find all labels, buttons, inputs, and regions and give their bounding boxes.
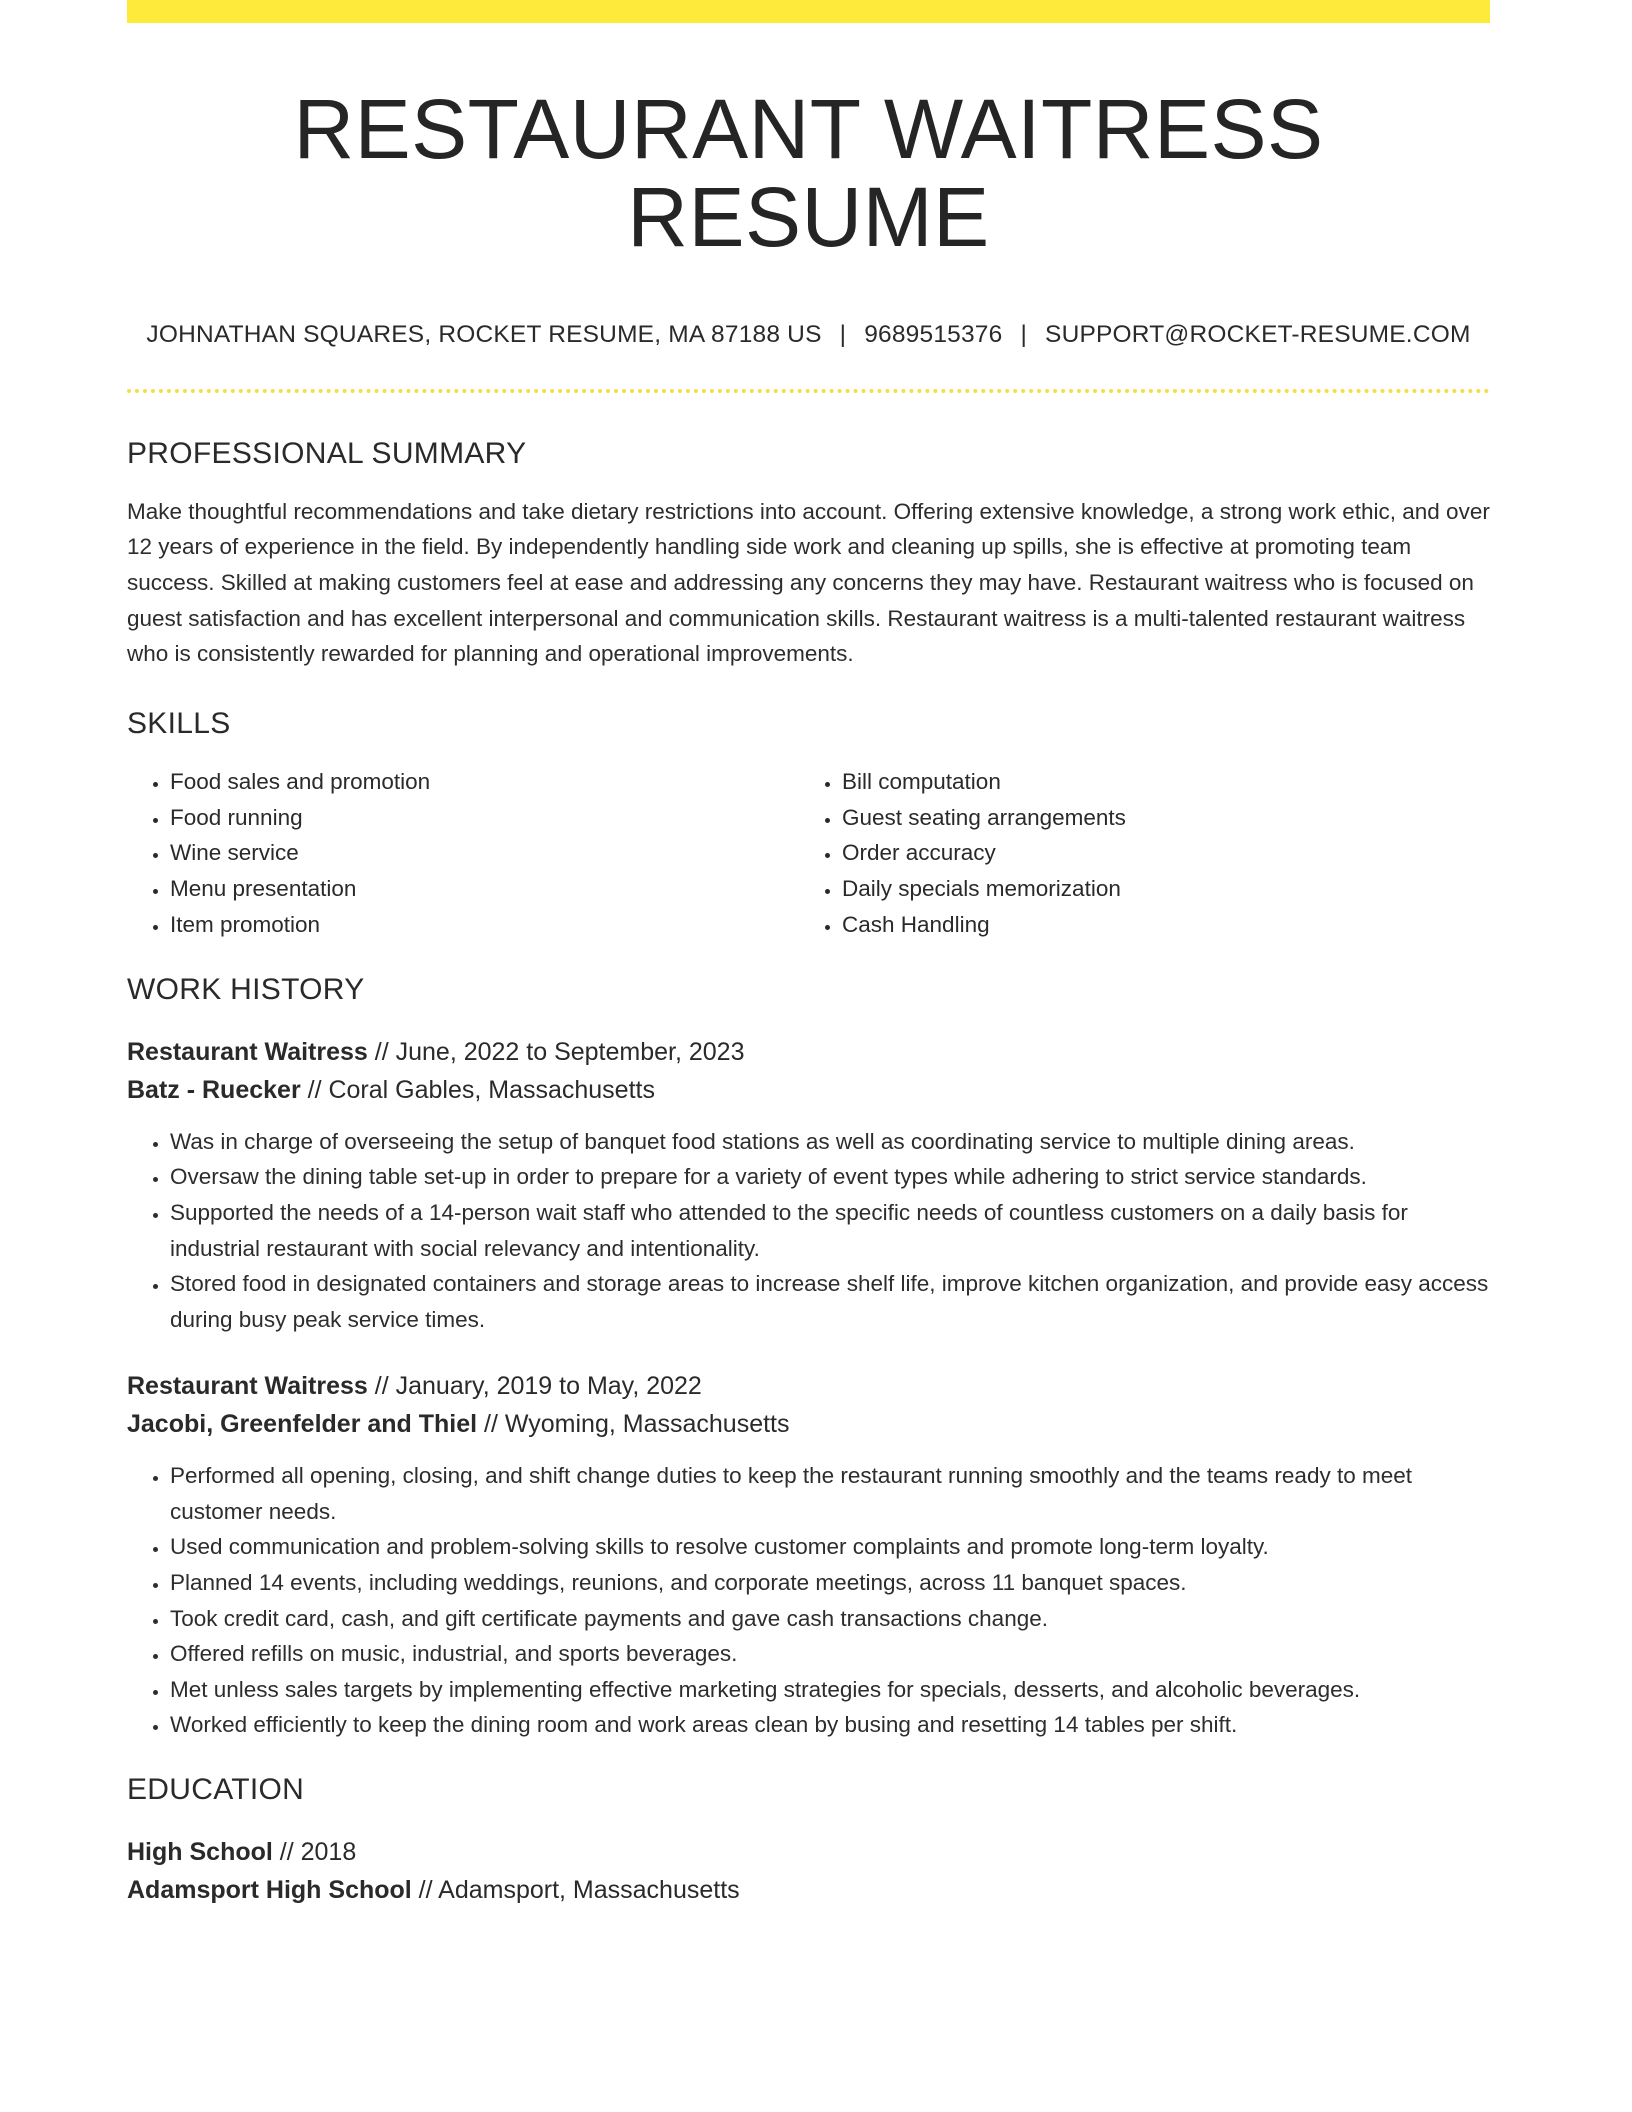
job-dates: // January, 2019 to May, 2022 (367, 1372, 702, 1401)
education-location: // Adamsport, Massachusetts (411, 1876, 740, 1905)
job-bullet: • Met unless sales targets by implementing effective marketing strategies for specials, desserts, and alcoholic beverages. (170, 1672, 1490, 1708)
job-company: Batz - Ruecker (127, 1075, 301, 1104)
job-bullet: • Took credit card, cash, and gift certificate payments and gave cash transactions change. (170, 1601, 1490, 1637)
contact-line (127, 320, 1490, 349)
job-bullet: • Performed all opening, closing, and shift change duties to keep the restaurant running smoothly and the teams ready to meet customer needs. (170, 1458, 1490, 1529)
job-title-line (127, 1367, 1490, 1405)
skill-item: • Item promotion (170, 907, 799, 943)
top-accent-bar (127, 0, 1490, 23)
skill-item: • Cash Handling (842, 907, 1462, 943)
skills-column-left (127, 764, 799, 943)
job-bullet: • Used communication and problem-solving skills to resolve customer complaints and promote long-term loyalty. (170, 1529, 1490, 1565)
skill-item: • Food running (170, 800, 799, 836)
job-title-line (127, 1033, 1490, 1071)
skills-column-right (799, 764, 1462, 943)
job-company-line (127, 1071, 1490, 1109)
job-bullet: • Planned 14 events, including weddings, reunions, and corporate meetings, across 11 banquet spaces. (170, 1565, 1490, 1601)
summary-heading: PROFESSIONAL SUMMARY (127, 436, 527, 470)
education-school-line (127, 1871, 1490, 1909)
skill-item: • Guest seating arrangements (842, 800, 1462, 836)
job-bullet: • Oversaw the dining table set-up in order to prepare for a variety of event types while adhering to strict service standards. (170, 1159, 1490, 1195)
job-company: Jacobi, Greenfelder and Thiel (127, 1410, 478, 1439)
contact-email: SUPPORT@ROCKET-RESUME.COM (1045, 321, 1471, 349)
job-bullets (127, 1124, 1490, 1338)
skill-item: • Wine service (170, 835, 799, 871)
job-entry (127, 1033, 1490, 1338)
skill-item: • Menu presentation (170, 871, 799, 907)
job-dates: // June, 2022 to September, 2023 (367, 1037, 745, 1066)
skill-item: • Order accuracy (842, 835, 1462, 871)
job-title: Restaurant Waitress (127, 1372, 368, 1401)
skill-item: • Food sales and promotion (170, 764, 799, 800)
resume-page (127, 0, 1490, 1909)
skill-item: • Bill computation (842, 764, 1462, 800)
skills-list (127, 764, 1490, 943)
education-entry (127, 1833, 1490, 1909)
contact-phone: 9689515376 (864, 321, 1003, 349)
job-bullets (127, 1458, 1490, 1743)
resume-title: RESTAURANT WAITRESS RESUME (293, 82, 1324, 265)
job-bullet: • Was in charge of overseeing the setup of banquet food stations as well as coordinating service to multiple dining areas. (170, 1124, 1490, 1160)
job-location: // Coral Gables, Massachusetts (300, 1075, 655, 1104)
summary-text: Make thoughtful recommendations and take dietary restrictions into account. Offering extensive knowledge, a strong work ethic, and over 12 years of experience in the field. By independently handling side work and cleaning up spills, she is effective at promoting team success. Skilled at making customers feel at ease and addressing any concerns they may have. Restaurant waitress who is focused on guest satisfaction and has excellent interpersonal and communication skills. Restaurant waitress is a multi-talented restaurant waitress who is consistently rewarded for planning and operational improvements. (127, 498, 1490, 667)
job-title: Restaurant Waitress (127, 1037, 368, 1066)
education-degree-line (127, 1833, 1490, 1871)
job-bullet: • Stored food in designated containers and storage areas to increase shelf life, improve kitchen organization, and provide easy access during busy peak service times. (170, 1266, 1490, 1337)
job-entry (127, 1367, 1490, 1743)
contact-separator: | (1020, 321, 1028, 349)
job-bullet: • Supported the needs of a 14-person wait staff who attended to the specific needs of countless customers on a daily basis for industrial restaurant with social relevancy and intentionality. (170, 1195, 1490, 1266)
education-school: Adamsport High School (127, 1876, 412, 1905)
contact-separator: | (839, 321, 847, 349)
job-location: // Wyoming, Massachusetts (477, 1410, 790, 1439)
dotted-divider (127, 389, 1490, 393)
work-history-heading: WORK HISTORY (127, 972, 365, 1006)
education-degree: High School (127, 1838, 273, 1867)
job-bullet: • Offered refills on music, industrial, and sports beverages. (170, 1636, 1490, 1672)
education-year: // 2018 (272, 1838, 357, 1867)
job-company-line (127, 1405, 1490, 1443)
education-heading: EDUCATION (127, 1773, 305, 1807)
contact-address: JOHNATHAN SQUARES, ROCKET RESUME, MA 87188 US (146, 321, 822, 349)
skill-item: • Daily specials memorization (842, 871, 1462, 907)
skills-heading: SKILLS (127, 706, 231, 740)
job-bullet: • Worked efficiently to keep the dining room and work areas clean by busing and resetting 14 tables per shift. (170, 1707, 1490, 1743)
